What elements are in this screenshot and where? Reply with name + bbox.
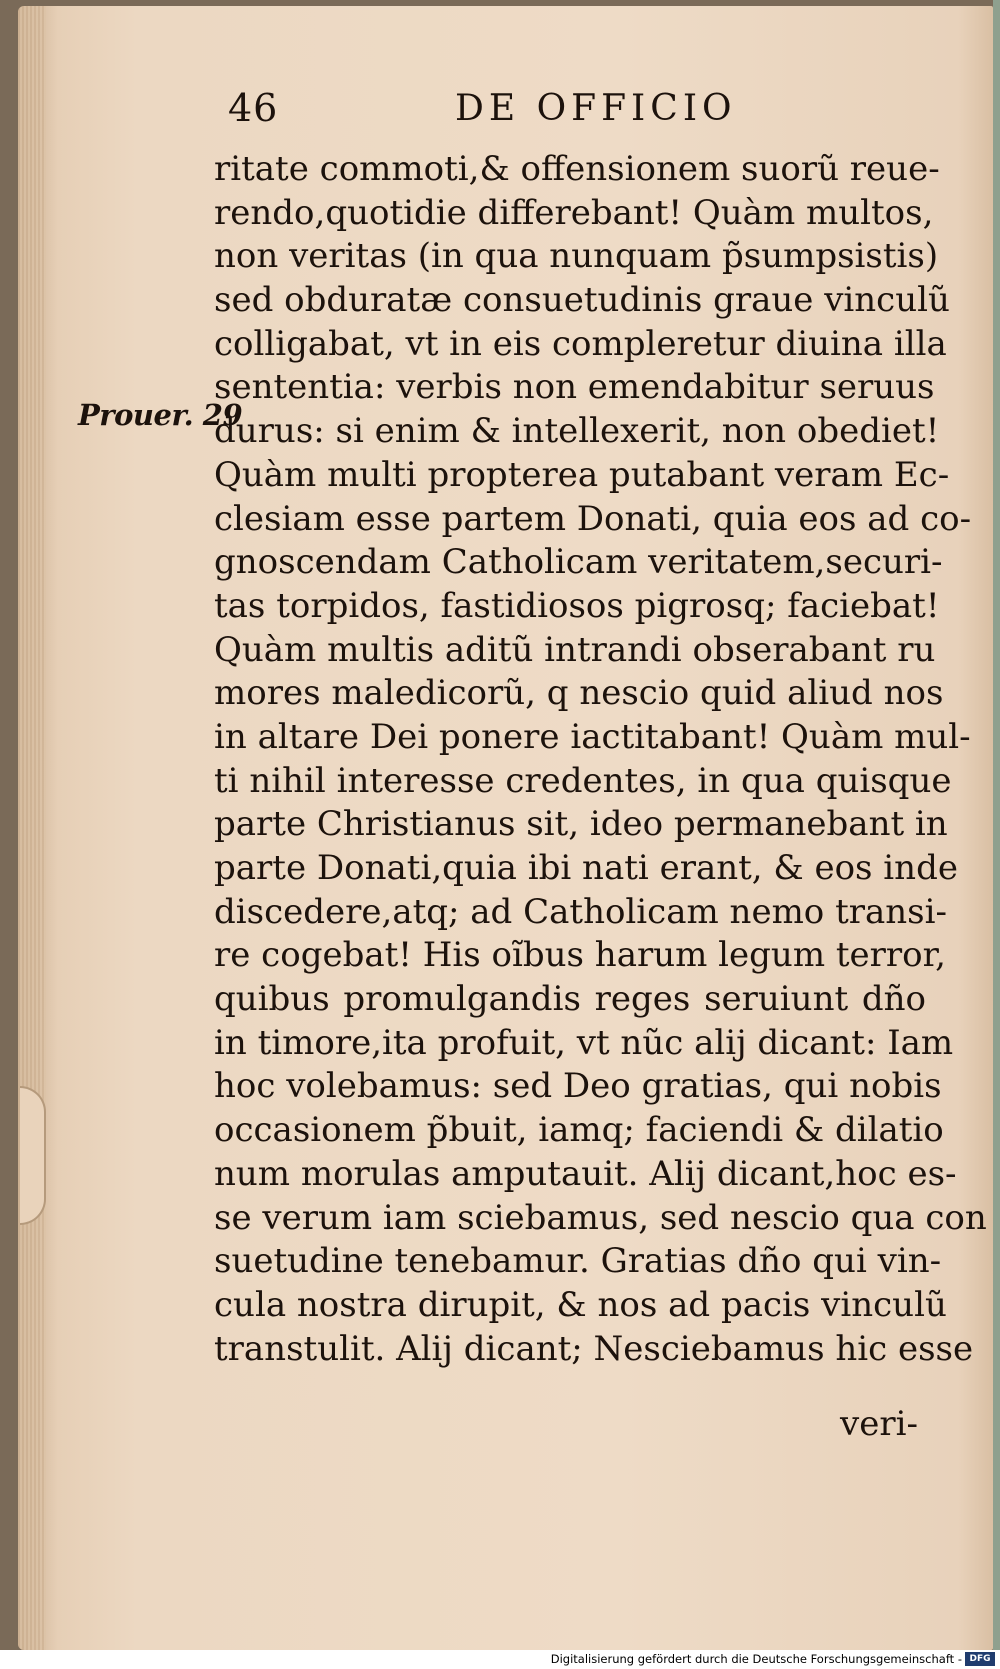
funding-credit: Digitalisierung gefördert durch die Deutsche Forschungsgemeinschaft - xyxy=(550,1652,962,1666)
catchword: veri- xyxy=(840,1404,918,1444)
text-line: parte Christianus sit, ideo permanebant in xyxy=(214,804,948,845)
text-line: Quàm multi propterea putabant veram Ec- xyxy=(214,454,950,495)
text-line: clesiam esse partem Donati, quia eos ad co- xyxy=(214,498,972,539)
text-line: num morulas amputauit. Alij dicant,hoc es- xyxy=(214,1153,957,1194)
text-line: sed obduratæ consuetudinis graue vinculũ xyxy=(214,280,950,321)
text-line: suetudine tenebamur. Gratias dño qui vin- xyxy=(214,1241,942,1282)
text-line: tas torpidos, fastidiosos pigrosq; faciebat! xyxy=(214,585,940,626)
footer-bar xyxy=(0,1650,1000,1669)
text-line: occasionem p̃buit, iamq; faciendi & dilatio xyxy=(214,1110,944,1151)
text-line: colligabat, vt in eis compleretur diuina illa xyxy=(214,323,947,364)
page-number: 46 xyxy=(228,86,279,130)
text-line: sententia: verbis non emendabitur seruus xyxy=(214,367,935,408)
page-clip-mark xyxy=(20,1086,46,1225)
dfg-logo: DFG xyxy=(965,1652,995,1666)
text-line: parte Donati,quia ibi nati erant, & eos inde xyxy=(214,848,958,888)
text-line: se verum iam sciebamus, sed nescio qua con xyxy=(214,1197,987,1238)
text-line: ritate commoti,& offensionem suorũ reue- xyxy=(214,149,940,189)
text-line: mores maledicorũ, q nescio quid aliud nos xyxy=(214,673,944,714)
text-line: quibus promulgandis reges seruiunt dño xyxy=(214,979,926,1020)
running-head: DE OFFICIO xyxy=(455,88,737,129)
text-line: non veritas (in qua nunquam p̃sumpsistis) xyxy=(214,236,939,277)
text-line: hoc volebamus: sed Deo gratias, qui nobis xyxy=(214,1066,942,1107)
text-line: ti nihil interesse credentes, in qua quisque xyxy=(214,760,952,801)
body-text xyxy=(214,148,987,1371)
text-line: transtulit. Alij dicant; Nesciebamus hic esse xyxy=(214,1328,974,1369)
text-line: in altare Dei ponere iactitabant! Quàm mul- xyxy=(214,716,971,757)
margin-note: Prouer. 29 xyxy=(78,398,243,432)
right-edge-strip xyxy=(993,0,1000,1650)
text-line: rendo,quotidie differebant! Quàm multos, xyxy=(214,192,934,233)
text-line: in timore,ita profuit, vt nũc alij dicant: Iam xyxy=(214,1022,954,1063)
text-line: durus: si enim & intellexerit, non obediet! xyxy=(214,411,940,452)
text-line: gnoscendam Catholicam veritatem,securi- xyxy=(214,542,943,583)
text-line: cula nostra dirupit, & nos ad pacis vinculũ xyxy=(214,1284,947,1325)
text-line: re cogebat! His oĩbus harum legum terror, xyxy=(214,935,946,976)
page-edge-stack xyxy=(18,6,46,1650)
text-line: Quàm multis aditũ intrandi obserabant ru xyxy=(214,629,936,670)
text-line: discedere,atq; ad Catholicam nemo transi- xyxy=(214,891,947,932)
